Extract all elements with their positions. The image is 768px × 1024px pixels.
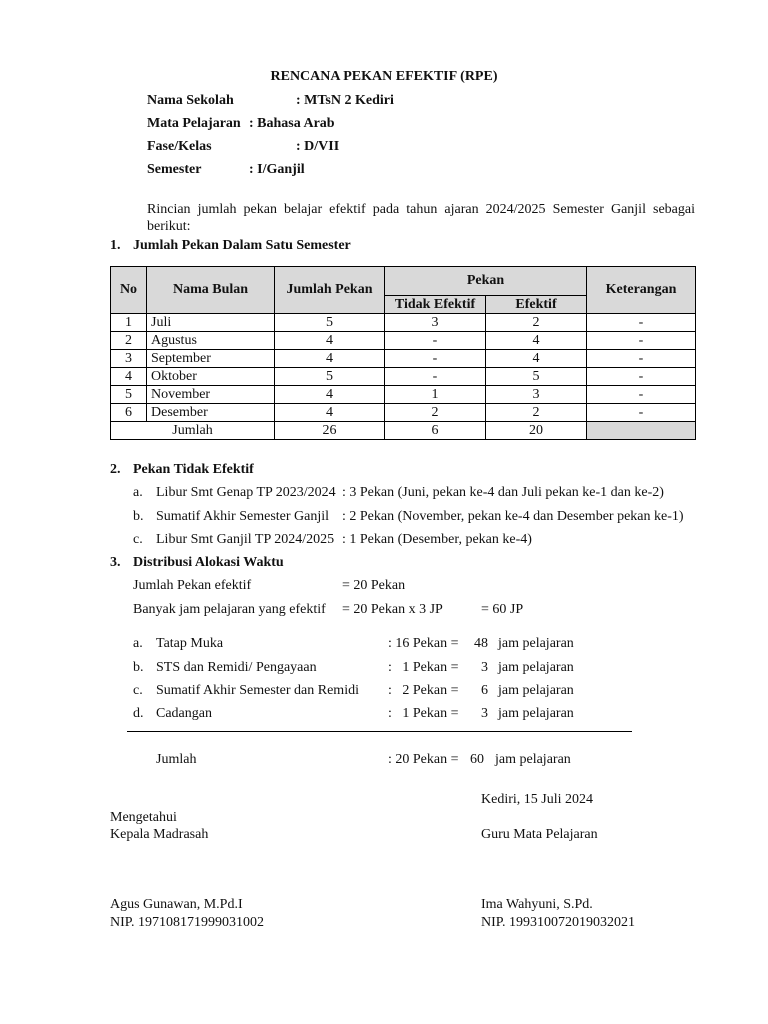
allocation-label: Cadangan (156, 706, 212, 721)
section2-item-letter: b. (133, 509, 144, 524)
allocation-label: Tatap Muka (156, 636, 224, 651)
row-notes: - (587, 314, 696, 332)
section2-item-label: Sumatif Akhir Semester Ganjil (156, 509, 330, 524)
row-no: 6 (111, 404, 147, 422)
total-weeks: 26 (275, 422, 385, 440)
teacher-role: Guru Mata Pelajaran (481, 827, 598, 842)
principal-nip: NIP. 197108171999031002 (110, 915, 265, 930)
allocation-weeks: : 1 Pekan = (388, 706, 459, 721)
header-notes: Keterangan (587, 267, 696, 314)
phase-label: Fase/Kelas (147, 139, 212, 154)
table-row (111, 404, 696, 422)
total-divider (127, 731, 632, 732)
header-no: No (111, 267, 147, 314)
total-not-effective: 6 (385, 422, 486, 440)
total-notes-empty (587, 422, 696, 440)
table-row (111, 368, 696, 386)
header-weeks: Jumlah Pekan (275, 267, 385, 314)
effective-hours-label: Banyak jam pelajaran yang efektif (133, 602, 326, 617)
school-value: : MTsN 2 Kediri (296, 93, 394, 108)
section2-number: 2. (110, 462, 121, 477)
row-no: 2 (111, 332, 147, 350)
section3-number: 3. (110, 555, 121, 570)
row-month: September (147, 350, 275, 368)
allocation-weeks: : 2 Pekan = (388, 683, 459, 698)
row-not-effective: - (385, 368, 486, 386)
row-not-effective: - (385, 350, 486, 368)
section2-item-value: : 3 Pekan (Juni, pekan ke-4 dan Juli pekan ke-1 dan ke-2) (342, 485, 664, 500)
table-row (111, 386, 696, 404)
intro-paragraph: Rincian jumlah pekan belajar efektif pada tahun ajaran 2024/2025 Semester Ganjil sebagai berikut: (147, 202, 695, 234)
header-pekan: Pekan (385, 267, 587, 296)
allocation-label: Sumatif Akhir Semester dan Remidi (156, 683, 359, 698)
allocation-letter: a. (133, 636, 143, 651)
allocation-total-label: Jumlah (156, 752, 197, 767)
principal-name: Agus Gunawan, M.Pd.I (110, 897, 243, 912)
row-effective: 3 (486, 386, 587, 404)
section2-heading: Pekan Tidak Efektif (133, 462, 254, 477)
allocation-hours: 3 (481, 706, 488, 721)
semester-label: Semester (147, 162, 202, 177)
section1-heading: Jumlah Pekan Dalam Satu Semester (133, 238, 351, 253)
row-weeks: 4 (275, 332, 385, 350)
row-notes: - (587, 386, 696, 404)
row-no: 4 (111, 368, 147, 386)
row-no: 3 (111, 350, 147, 368)
allocation-weeks: : 16 Pekan = (388, 636, 459, 651)
table-row (111, 332, 696, 350)
table-total-row (111, 422, 696, 440)
row-month: Agustus (147, 332, 275, 350)
row-not-effective: 1 (385, 386, 486, 404)
row-effective: 2 (486, 314, 587, 332)
row-month: November (147, 386, 275, 404)
row-not-effective: 3 (385, 314, 486, 332)
teacher-nip: NIP. 199310072019032021 (481, 915, 636, 930)
effective-weeks-label: Jumlah Pekan efektif (133, 578, 252, 593)
row-effective: 5 (486, 368, 587, 386)
row-weeks: 5 (275, 314, 385, 332)
header-effective: Efektif (486, 296, 587, 314)
effective-weeks-table (110, 266, 696, 440)
section2-item-value: : 1 Pekan (Desember, pekan ke-4) (342, 532, 532, 547)
row-weeks: 4 (275, 404, 385, 422)
row-month: Desember (147, 404, 275, 422)
row-weeks: 5 (275, 368, 385, 386)
allocation-weeks: : 1 Pekan = (388, 660, 459, 675)
page-title: RENCANA PEKAN EFEKTIF (RPE) (270, 69, 498, 84)
phase-value: : D/VII (296, 139, 340, 154)
section1-number: 1. (110, 238, 121, 253)
section2-item-label: Libur Smt Genap TP 2023/2024 (156, 485, 336, 500)
row-weeks: 4 (275, 386, 385, 404)
header-month: Nama Bulan (147, 267, 275, 314)
row-notes: - (587, 368, 696, 386)
row-effective: 4 (486, 332, 587, 350)
row-not-effective: 2 (385, 404, 486, 422)
school-label: Nama Sekolah (147, 93, 234, 108)
row-no: 5 (111, 386, 147, 404)
effective-hours-calc: = 20 Pekan x 3 JP (342, 602, 443, 617)
section2-item-label: Libur Smt Ganjil TP 2024/2025 (156, 532, 335, 547)
row-effective: 4 (486, 350, 587, 368)
allocation-unit: jam pelajaran (498, 660, 574, 675)
table-row (111, 350, 696, 368)
row-month: Oktober (147, 368, 275, 386)
row-month: Juli (147, 314, 275, 332)
semester-value: : I/Ganjil (249, 162, 305, 177)
allocation-total-unit: jam pelajaran (495, 752, 571, 767)
total-effective: 20 (486, 422, 587, 440)
row-notes: - (587, 404, 696, 422)
section2-item-letter: a. (133, 485, 143, 500)
row-effective: 2 (486, 404, 587, 422)
table-row (111, 314, 696, 332)
allocation-letter: b. (133, 660, 144, 675)
row-weeks: 4 (275, 350, 385, 368)
acknowledged-label: Mengetahui (110, 810, 177, 825)
subject-label: Mata Pelajaran (147, 116, 241, 131)
allocation-total-weeks: : 20 Pekan = (388, 752, 459, 767)
section2-item-letter: c. (133, 532, 143, 547)
total-label: Jumlah (111, 422, 275, 440)
header-not-effective: Tidak Efektif (385, 296, 486, 314)
place-date: Kediri, 15 Juli 2024 (481, 792, 593, 807)
allocation-unit: jam pelajaran (498, 636, 574, 651)
allocation-hours: 3 (481, 660, 488, 675)
subject-value: : Bahasa Arab (249, 116, 335, 131)
allocation-letter: d. (133, 706, 144, 721)
effective-weeks-value: = 20 Pekan (342, 578, 406, 593)
row-notes: - (587, 332, 696, 350)
allocation-unit: jam pelajaran (498, 683, 574, 698)
teacher-name: Ima Wahyuni, S.Pd. (481, 897, 593, 912)
effective-hours-result: = 60 JP (481, 602, 524, 617)
row-notes: - (587, 350, 696, 368)
allocation-letter: c. (133, 683, 143, 698)
row-not-effective: - (385, 332, 486, 350)
allocation-hours: 6 (481, 683, 488, 698)
allocation-label: STS dan Remidi/ Pengayaan (156, 660, 317, 675)
allocation-total-hours: 60 (470, 752, 484, 767)
section3-heading: Distribusi Alokasi Waktu (133, 555, 284, 570)
allocation-unit: jam pelajaran (498, 706, 574, 721)
section2-item-value: : 2 Pekan (November, pekan ke-4 dan Desember pekan ke-1) (342, 509, 684, 524)
allocation-hours: 48 (474, 636, 488, 651)
principal-role: Kepala Madrasah (110, 827, 209, 842)
row-no: 1 (111, 314, 147, 332)
